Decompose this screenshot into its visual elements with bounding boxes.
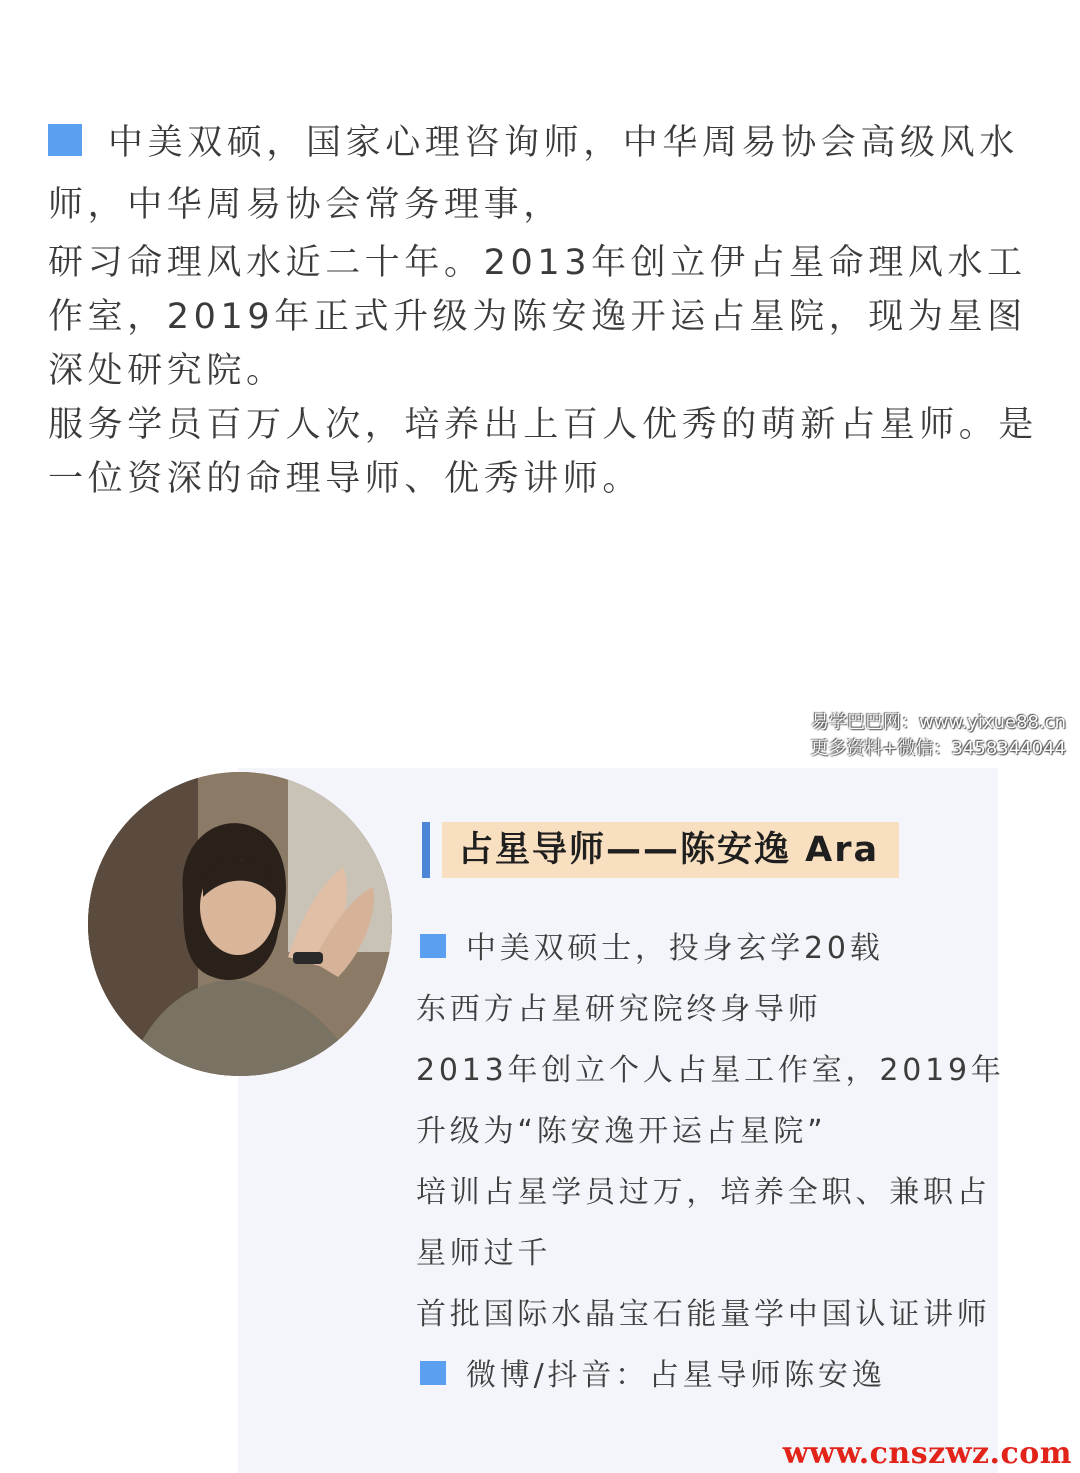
profile-details: [416, 918, 1006, 1406]
profile-item: 培训占星学员过万，培养全职、兼职占星师过千: [416, 1175, 991, 1271]
portrait-photo: [88, 772, 392, 1076]
profile-item: [416, 1345, 1006, 1406]
footer-site-link[interactable]: www.cnszwz.com: [782, 1436, 1072, 1471]
intro-paragraph-2: 研习命理风水近二十年。2013年创立伊占星命理风水工作室，2019年正式升级为陈安逸开运占星院，现为星图深处研究院。: [48, 243, 1027, 391]
profile-item: 东西方占星研究院终身导师: [416, 992, 822, 1027]
watermark-line-2: 更多资料+微信：3458344044: [810, 738, 1066, 759]
portrait-illustration: [88, 772, 392, 1076]
blue-square-bullet-icon: [420, 1361, 446, 1385]
intro-paragraph-1: [48, 112, 1038, 236]
intro-line-1: 中美双硕，国家心理咨询师，中华周易协会高级风水师，中华周易协会常务理事，: [48, 123, 1019, 225]
profile-item: [416, 918, 1006, 979]
profile-item: 2013年创立个人占星工作室，2019年升级为“陈安逸开运占星院”: [416, 1053, 1005, 1149]
profile-item-text: 中美双硕士，投身玄学20载: [466, 931, 884, 966]
watermark: [810, 710, 1066, 762]
intro-paragraph-3: 服务学员百万人次，培养出上百人优秀的萌新占星师。是一位资深的命理导师、优秀讲师。: [48, 405, 1039, 499]
profile-item: 首批国际水晶宝石能量学中国认证讲师: [416, 1297, 991, 1332]
title-accent-bar: [422, 822, 430, 878]
watermark-line-1: 易学巴巴网：www.yixue88.cn: [811, 712, 1066, 733]
profile-title-block: [422, 822, 899, 878]
profile-item-text: 微博/抖音：占星导师陈安逸: [466, 1358, 886, 1393]
intro-section: [48, 112, 1038, 506]
blue-square-bullet-icon: [420, 934, 446, 958]
blue-square-bullet-icon: [48, 124, 82, 156]
profile-title: 占星导师——陈安逸 Ara: [442, 822, 899, 878]
